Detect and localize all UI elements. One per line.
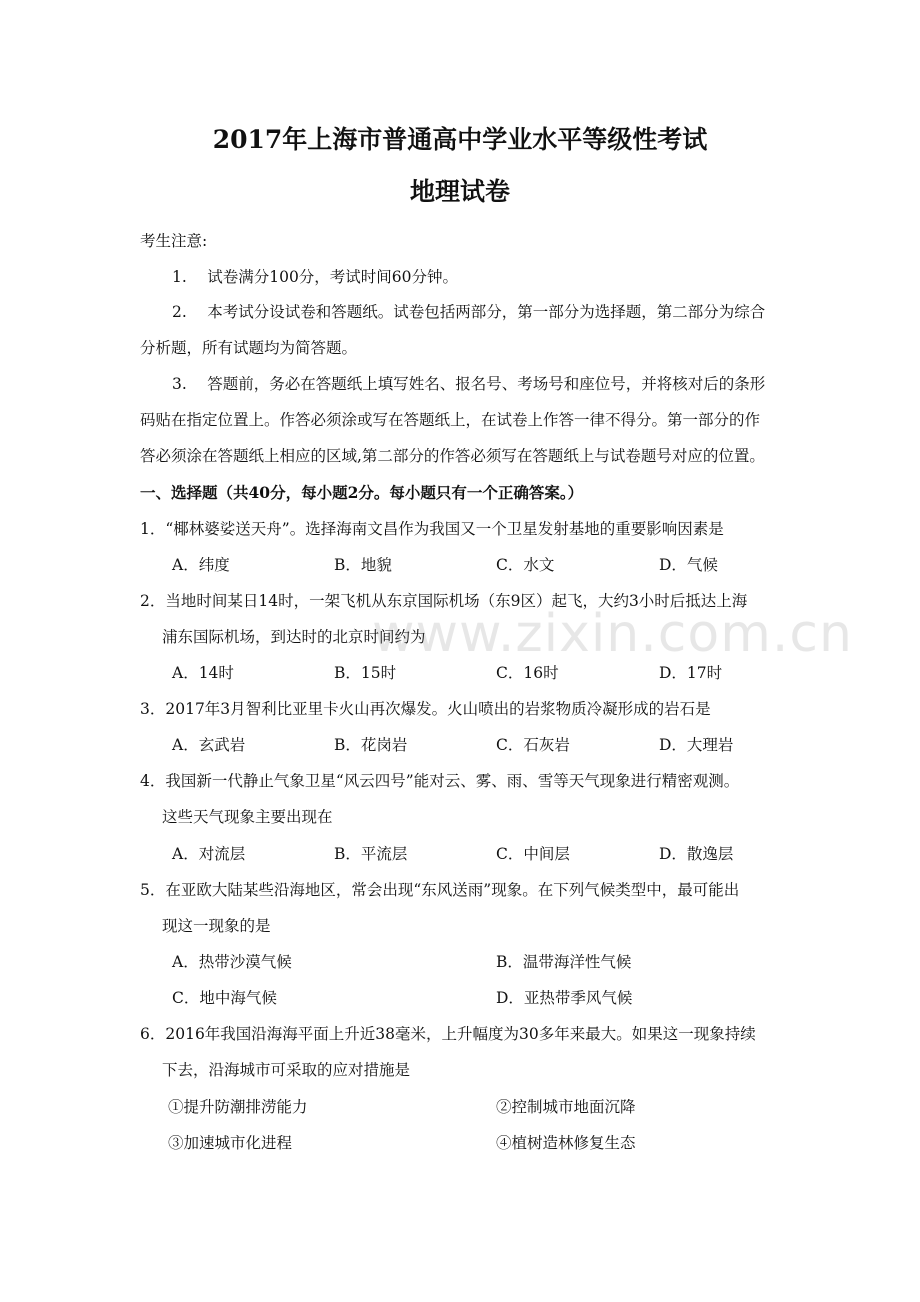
exam-subtitle: 地理试卷 (409, 177, 510, 206)
question-6-choice-1: ①提升防潮排涝能力 (168, 1098, 308, 1116)
question-6-choice-3: ③加速城市化进程 (168, 1134, 293, 1152)
notice-item-3-line-2: 码贴在指定位置上。作答必须涂或写在答题纸上，在试卷上作答一律不得分。第一部分的作 (140, 411, 761, 429)
question-5-option-b: B．温带海洋性气候 (496, 953, 632, 971)
question-1-option-a: A．纬度 (172, 556, 230, 574)
question-5-option-d: D．亚热带季风气候 (496, 989, 633, 1007)
question-4-option-c: C．中间层 (496, 845, 570, 863)
notice-item-3-line-1: 3. 答题前，务必在答题纸上填写姓名、报名号、考场号和座位号，并将核对后的条形 (172, 375, 766, 393)
watermark: www.zixin.com.cn (372, 604, 853, 664)
question-1-option-d: D．气候 (659, 556, 718, 574)
question-6-choice-2: ②控制城市地面沉降 (496, 1098, 636, 1116)
question-3-option-b: B．花岗岩 (334, 736, 408, 754)
question-1-option-c: C．水文 (496, 556, 555, 574)
question-3-option-c: C．石灰岩 (496, 736, 570, 754)
question-1-option-b: B．地貌 (334, 556, 392, 574)
question-5-option-c: C．地中海气候 (172, 989, 277, 1007)
question-1-text: 1．“椰林婆娑送天舟”。选择海南文昌作为我国又一个卫星发射基地的重要影响因素是 (140, 520, 724, 538)
notice-item-3-line-3: 答必须涂在答题纸上相应的区域,第二部分的作答必须写在答题纸上与试卷题号对应的位置。 (140, 447, 765, 465)
question-6-text-line-2: 下去，沿海城市可采取的应对措施是 (162, 1061, 411, 1079)
question-5-option-a: A．热带沙漠气候 (172, 953, 292, 971)
question-4-option-b: B．平流层 (334, 845, 408, 863)
question-4-text-line-2: 这些天气现象主要出现在 (162, 808, 333, 826)
question-2-text-line-2: 浦东国际机场，到达时的北京时间约为 (162, 628, 426, 646)
question-4-option-a: A．对流层 (172, 845, 246, 863)
question-2-option-c: C．16时 (496, 664, 559, 682)
question-3-option-a: A．玄武岩 (172, 736, 246, 754)
question-2-option-a: A．14时 (172, 664, 234, 682)
notice-item-2-line-1: 2. 本考试分设试卷和答题纸。试卷包括两部分，第一部分为选择题，第二部分为综合 (172, 303, 766, 321)
question-6-text-line-1: 6．2016年我国沿海海平面上升近38毫米，上升幅度为30多年来最大。如果这一现象持续 (140, 1025, 756, 1043)
notice-item-2-line-2: 分析题，所有试题均为简答题。 (140, 339, 358, 357)
question-3-text: 3．2017年3月智利比亚里卡火山再次爆发。火山喷出的岩浆物质冷凝形成的岩石是 (140, 700, 711, 718)
question-3-option-d: D．大理岩 (659, 736, 734, 754)
notice-item-1: 1. 试卷满分100分，考试时间60分钟。 (172, 268, 459, 286)
exam-title: 2017年上海市普通高中学业水平等级性考试 (212, 125, 708, 154)
question-5-text-line-2: 现这一现象的是 (162, 917, 271, 935)
notice-heading: 考生注意: (140, 232, 208, 250)
question-6-choice-4: ④植树造林修复生态 (496, 1134, 636, 1152)
question-2-text-line-1: 2．当地时间某日14时，一架飞机从东京国际机场（东9区）起飞，大约3小时后抵达上海 (140, 592, 748, 610)
question-4-option-d: D．散逸层 (659, 845, 734, 863)
question-2-option-d: D．17时 (659, 664, 723, 682)
question-2-option-b: B．15时 (334, 664, 397, 682)
section-1-heading: 一、选择题（共40分，每小题2分。每小题只有一个正确答案。） (140, 483, 584, 502)
question-4-text-line-1: 4．我国新一代静止气象卫星“风云四号”能对云、雾、雨、雪等天气现象进行精密观测。 (140, 772, 740, 790)
question-5-text-line-1: 5．在亚欧大陆某些沿海地区，常会出现“东风送雨”现象。在下列气候类型中，最可能出 (140, 881, 740, 899)
